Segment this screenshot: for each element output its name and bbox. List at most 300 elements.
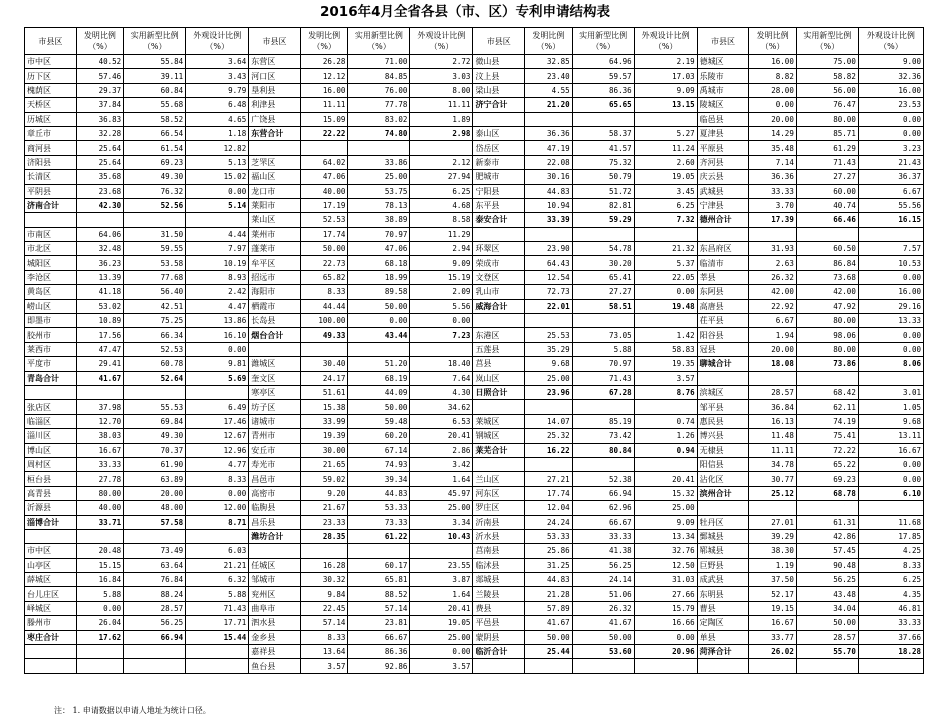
- design-ratio-cell: 1.64: [410, 587, 473, 601]
- invention-ratio-cell: 27.78: [76, 472, 124, 486]
- table-row: [25, 98, 924, 112]
- design-ratio-cell: 10.19: [186, 256, 249, 270]
- design-ratio-cell: 0.00: [858, 342, 923, 356]
- design-ratio-cell: 8.06: [858, 357, 923, 371]
- invention-ratio-cell: 50.00: [525, 630, 573, 644]
- county-name-cell: 临清市: [697, 256, 749, 270]
- invention-ratio-cell: [76, 659, 124, 673]
- utility-ratio-cell: [796, 227, 858, 241]
- design-ratio-cell: 9.09: [410, 256, 473, 270]
- county-name-cell: 莒南县: [473, 544, 525, 558]
- utility-ratio-cell: 66.46: [796, 213, 858, 227]
- invention-ratio-cell: 47.06: [300, 170, 348, 184]
- design-ratio-cell: 12.50: [634, 558, 697, 572]
- invention-ratio-cell: 33.77: [749, 630, 797, 644]
- utility-ratio-cell: 44.83: [348, 486, 410, 500]
- county-name-cell: 台儿庄区: [25, 587, 77, 601]
- utility-ratio-cell: [572, 457, 634, 471]
- utility-ratio-cell: 88.52: [348, 587, 410, 601]
- invention-ratio-cell: 27.21: [525, 472, 573, 486]
- design-ratio-cell: [186, 529, 249, 543]
- utility-ratio-cell: 50.79: [572, 170, 634, 184]
- county-name-cell: 福山区: [249, 170, 301, 184]
- invention-ratio-cell: 37.50: [749, 573, 797, 587]
- county-name-cell: 莒县: [473, 357, 525, 371]
- invention-ratio-cell: 30.00: [300, 443, 348, 457]
- utility-ratio-cell: 61.22: [348, 529, 410, 543]
- design-ratio-cell: 6.32: [186, 573, 249, 587]
- county-name-cell: 东平县: [473, 198, 525, 212]
- utility-ratio-cell: 53.75: [348, 184, 410, 198]
- invention-ratio-cell: 64.43: [525, 256, 573, 270]
- design-ratio-cell: 13.86: [186, 314, 249, 328]
- utility-ratio-cell: 56.25: [796, 573, 858, 587]
- utility-ratio-cell: [124, 385, 186, 399]
- design-ratio-cell: 17.71: [186, 616, 249, 630]
- utility-ratio-cell: 41.38: [572, 544, 634, 558]
- county-name-cell: 罗庄区: [473, 501, 525, 515]
- invention-ratio-cell: 23.68: [76, 184, 124, 198]
- design-ratio-cell: 19.05: [634, 170, 697, 184]
- design-ratio-cell: 36.37: [858, 170, 923, 184]
- county-name-cell: 钢城区: [473, 429, 525, 443]
- county-name-cell: 莱阳市: [249, 198, 301, 212]
- utility-ratio-cell: 70.97: [348, 227, 410, 241]
- invention-ratio-cell: 20.00: [749, 112, 797, 126]
- utility-ratio-cell: 50.00: [572, 630, 634, 644]
- county-name-cell: 市中区: [25, 544, 77, 558]
- design-ratio-cell: 19.35: [634, 357, 697, 371]
- design-ratio-cell: [186, 385, 249, 399]
- design-ratio-cell: 13.33: [858, 314, 923, 328]
- invention-ratio-cell: 32.85: [525, 55, 573, 69]
- table-row: [25, 83, 924, 97]
- design-ratio-cell: 4.65: [186, 112, 249, 126]
- invention-ratio-cell: 39.29: [749, 529, 797, 543]
- county-name-cell: 黄岛区: [25, 285, 77, 299]
- design-ratio-cell: [858, 371, 923, 385]
- invention-ratio-cell: 16.67: [76, 443, 124, 457]
- county-name-cell: 乐陵市: [697, 69, 749, 83]
- invention-ratio-cell: 7.14: [749, 155, 797, 169]
- invention-ratio-cell: 36.36: [749, 170, 797, 184]
- invention-ratio-cell: 10.94: [525, 198, 573, 212]
- county-name-cell: 夏津县: [697, 126, 749, 140]
- utility-ratio-cell: 60.20: [348, 429, 410, 443]
- invention-ratio-cell: 12.04: [525, 501, 573, 515]
- county-name-cell: 张店区: [25, 400, 77, 414]
- design-ratio-cell: 45.97: [410, 486, 473, 500]
- county-name-cell: 定陶区: [697, 616, 749, 630]
- utility-ratio-cell: 65.22: [796, 457, 858, 471]
- county-name-cell: [249, 342, 301, 356]
- invention-ratio-cell: 23.90: [525, 242, 573, 256]
- utility-ratio-cell: 68.78: [796, 486, 858, 500]
- design-ratio-cell: 4.47: [186, 299, 249, 313]
- design-ratio-cell: 5.69: [186, 371, 249, 385]
- invention-ratio-cell: 37.98: [76, 400, 124, 414]
- county-name-cell: 兰陵县: [473, 587, 525, 601]
- invention-ratio-cell: 25.12: [749, 486, 797, 500]
- invention-ratio-cell: 40.00: [76, 501, 124, 515]
- design-ratio-cell: [858, 501, 923, 515]
- utility-ratio-cell: 56.25: [124, 616, 186, 630]
- design-ratio-cell: 32.76: [634, 544, 697, 558]
- invention-ratio-cell: [76, 645, 124, 659]
- county-name-cell: 广饶县: [249, 112, 301, 126]
- invention-ratio-cell: 0.00: [76, 601, 124, 615]
- invention-ratio-cell: 3.70: [749, 198, 797, 212]
- utility-ratio-cell: 66.54: [124, 126, 186, 140]
- invention-ratio-cell: 21.20: [525, 98, 573, 112]
- utility-ratio-cell: 58.37: [572, 126, 634, 140]
- col-header-county: 市县区: [697, 28, 749, 55]
- county-name-cell: 邹城市: [249, 573, 301, 587]
- city-total-cell: 临沂合计: [473, 645, 525, 659]
- design-ratio-cell: 25.00: [410, 501, 473, 515]
- design-ratio-cell: 4.25: [858, 544, 923, 558]
- county-name-cell: 诸城市: [249, 414, 301, 428]
- utility-ratio-cell: 58.52: [124, 112, 186, 126]
- city-total-cell: 泰安合计: [473, 213, 525, 227]
- utility-ratio-cell: 59.48: [348, 414, 410, 428]
- city-total-cell: 烟台合计: [249, 328, 301, 342]
- city-total-cell: 莱芜合计: [473, 443, 525, 457]
- county-name-cell: 昌邑市: [249, 472, 301, 486]
- table-row: [25, 170, 924, 184]
- design-ratio-cell: 1.42: [634, 328, 697, 342]
- design-ratio-cell: 1.18: [186, 126, 249, 140]
- utility-ratio-cell: 60.00: [796, 184, 858, 198]
- invention-ratio-cell: 40.52: [76, 55, 124, 69]
- county-name-cell: 潍城区: [249, 357, 301, 371]
- design-ratio-cell: 25.00: [410, 630, 473, 644]
- county-name-cell: 牡丹区: [697, 515, 749, 529]
- invention-ratio-cell: 17.56: [76, 328, 124, 342]
- utility-ratio-cell: 70.97: [572, 357, 634, 371]
- utility-ratio-cell: 51.72: [572, 184, 634, 198]
- invention-ratio-cell: 52.53: [300, 213, 348, 227]
- design-ratio-cell: 9.09: [634, 83, 697, 97]
- utility-ratio-cell: 84.85: [348, 69, 410, 83]
- table-row: [25, 314, 924, 328]
- design-ratio-cell: 12.67: [186, 429, 249, 443]
- col-header-county: 市县区: [249, 28, 301, 55]
- county-name-cell: 平阴县: [25, 184, 77, 198]
- county-name-cell: 市中区: [25, 55, 77, 69]
- invention-ratio-cell: 10.89: [76, 314, 124, 328]
- design-ratio-cell: 46.81: [858, 601, 923, 615]
- design-ratio-cell: [186, 659, 249, 673]
- design-ratio-cell: 4.44: [186, 227, 249, 241]
- utility-ratio-cell: 57.45: [796, 544, 858, 558]
- county-name-cell: 惠民县: [697, 414, 749, 428]
- design-ratio-cell: 6.67: [858, 184, 923, 198]
- design-ratio-cell: 5.27: [634, 126, 697, 140]
- utility-ratio-cell: [348, 342, 410, 356]
- utility-ratio-cell: 28.57: [124, 601, 186, 615]
- county-name-cell: 昌乐县: [249, 515, 301, 529]
- invention-ratio-cell: 35.68: [76, 170, 124, 184]
- county-name-cell: 郯城县: [473, 573, 525, 587]
- county-name-cell: 河东区: [473, 486, 525, 500]
- design-ratio-cell: 16.67: [858, 443, 923, 457]
- design-ratio-cell: 13.34: [634, 529, 697, 543]
- design-ratio-cell: 3.34: [410, 515, 473, 529]
- county-name-cell: 寒亭区: [249, 385, 301, 399]
- county-name-cell: 肥城市: [473, 170, 525, 184]
- invention-ratio-cell: 41.67: [525, 616, 573, 630]
- design-ratio-cell: 1.26: [634, 429, 697, 443]
- utility-ratio-cell: 53.60: [572, 645, 634, 659]
- invention-ratio-cell: [525, 659, 573, 673]
- design-ratio-cell: 2.09: [410, 285, 473, 299]
- county-name-cell: 历下区: [25, 69, 77, 83]
- county-name-cell: 山亭区: [25, 558, 77, 572]
- table-row: [25, 400, 924, 414]
- county-name-cell: 海阳市: [249, 285, 301, 299]
- utility-ratio-cell: 86.36: [348, 645, 410, 659]
- table-row: [25, 515, 924, 529]
- invention-ratio-cell: 5.88: [76, 587, 124, 601]
- design-ratio-cell: 22.05: [634, 270, 697, 284]
- utility-ratio-cell: 85.19: [572, 414, 634, 428]
- invention-ratio-cell: [749, 659, 797, 673]
- design-ratio-cell: 0.00: [186, 184, 249, 198]
- utility-ratio-cell: 69.84: [124, 414, 186, 428]
- utility-ratio-cell: 60.50: [796, 242, 858, 256]
- table-row: [25, 126, 924, 140]
- invention-ratio-cell: 44.83: [525, 573, 573, 587]
- county-name-cell: 东阿县: [697, 285, 749, 299]
- invention-ratio-cell: 25.00: [525, 371, 573, 385]
- utility-ratio-cell: 58.51: [572, 299, 634, 313]
- utility-ratio-cell: 53.58: [124, 256, 186, 270]
- utility-ratio-cell: 77.78: [348, 98, 410, 112]
- utility-ratio-cell: 60.17: [348, 558, 410, 572]
- invention-ratio-cell: 16.84: [76, 573, 124, 587]
- utility-ratio-cell: 73.68: [796, 270, 858, 284]
- city-total-cell: 威海合计: [473, 299, 525, 313]
- utility-ratio-cell: [572, 400, 634, 414]
- utility-ratio-cell: 0.00: [348, 314, 410, 328]
- utility-ratio-cell: 33.86: [348, 155, 410, 169]
- col-header-utility: 实用新型比例 （%）: [796, 28, 858, 55]
- utility-ratio-cell: 56.40: [124, 285, 186, 299]
- design-ratio-cell: 8.76: [634, 385, 697, 399]
- utility-ratio-cell: 71.00: [348, 55, 410, 69]
- county-name-cell: 芝罘区: [249, 155, 301, 169]
- utility-ratio-cell: 65.81: [348, 573, 410, 587]
- invention-ratio-cell: 72.73: [525, 285, 573, 299]
- utility-ratio-cell: 80.00: [796, 112, 858, 126]
- county-name-cell: 嘉祥县: [249, 645, 301, 659]
- invention-ratio-cell: 11.11: [300, 98, 348, 112]
- invention-ratio-cell: 22.73: [300, 256, 348, 270]
- utility-ratio-cell: [124, 659, 186, 673]
- design-ratio-cell: 33.33: [858, 616, 923, 630]
- invention-ratio-cell: 22.45: [300, 601, 348, 615]
- utility-ratio-cell: [796, 501, 858, 515]
- county-name-cell: 龙口市: [249, 184, 301, 198]
- utility-ratio-cell: 23.81: [348, 616, 410, 630]
- invention-ratio-cell: 8.82: [749, 69, 797, 83]
- utility-ratio-cell: 55.53: [124, 400, 186, 414]
- utility-ratio-cell: 60.84: [124, 83, 186, 97]
- county-name-cell: 市南区: [25, 227, 77, 241]
- county-name-cell: [697, 371, 749, 385]
- city-total-cell: 济宁合计: [473, 98, 525, 112]
- county-name-cell: [697, 501, 749, 515]
- utility-ratio-cell: 39.11: [124, 69, 186, 83]
- invention-ratio-cell: 41.67: [76, 371, 124, 385]
- design-ratio-cell: 11.29: [410, 227, 473, 241]
- county-name-cell: 鄄城县: [697, 529, 749, 543]
- invention-ratio-cell: 19.39: [300, 429, 348, 443]
- invention-ratio-cell: 26.04: [76, 616, 124, 630]
- invention-ratio-cell: 38.03: [76, 429, 124, 443]
- invention-ratio-cell: [76, 385, 124, 399]
- county-name-cell: 周村区: [25, 457, 77, 471]
- invention-ratio-cell: [749, 371, 797, 385]
- invention-ratio-cell: 24.17: [300, 371, 348, 385]
- invention-ratio-cell: 36.84: [749, 400, 797, 414]
- design-ratio-cell: 37.66: [858, 630, 923, 644]
- invention-ratio-cell: 8.33: [300, 285, 348, 299]
- invention-ratio-cell: 3.57: [300, 659, 348, 673]
- design-ratio-cell: 2.98: [410, 126, 473, 140]
- invention-ratio-cell: 16.28: [300, 558, 348, 572]
- invention-ratio-cell: 19.15: [749, 601, 797, 615]
- utility-ratio-cell: 56.25: [572, 558, 634, 572]
- design-ratio-cell: 8.71: [186, 515, 249, 529]
- county-name-cell: 莱山区: [249, 213, 301, 227]
- invention-ratio-cell: 22.08: [525, 155, 573, 169]
- county-name-cell: 郓城县: [697, 544, 749, 558]
- utility-ratio-cell: 65.65: [572, 98, 634, 112]
- county-name-cell: 天桥区: [25, 98, 77, 112]
- design-ratio-cell: 6.25: [634, 198, 697, 212]
- utility-ratio-cell: 56.00: [796, 83, 858, 97]
- county-name-cell: 茌平县: [697, 314, 749, 328]
- county-name-cell: 梁山县: [473, 83, 525, 97]
- design-ratio-cell: 32.36: [858, 69, 923, 83]
- design-ratio-cell: 27.66: [634, 587, 697, 601]
- utility-ratio-cell: 55.84: [124, 55, 186, 69]
- utility-ratio-cell: 64.96: [572, 55, 634, 69]
- design-ratio-cell: 10.43: [410, 529, 473, 543]
- county-name-cell: 冠县: [697, 342, 749, 356]
- design-ratio-cell: [634, 659, 697, 673]
- design-ratio-cell: 16.00: [858, 83, 923, 97]
- design-ratio-cell: 0.00: [410, 314, 473, 328]
- invention-ratio-cell: 47.47: [76, 342, 124, 356]
- utility-ratio-cell: 74.80: [348, 126, 410, 140]
- county-name-cell: [473, 659, 525, 673]
- county-name-cell: 平邑县: [473, 616, 525, 630]
- invention-ratio-cell: 17.19: [300, 198, 348, 212]
- county-name-cell: 商河县: [25, 141, 77, 155]
- utility-ratio-cell: 24.14: [572, 573, 634, 587]
- utility-ratio-cell: 75.00: [796, 55, 858, 69]
- invention-ratio-cell: 13.64: [300, 645, 348, 659]
- design-ratio-cell: 19.05: [410, 616, 473, 630]
- county-name-cell: 青州市: [249, 429, 301, 443]
- table-row: [25, 587, 924, 601]
- design-ratio-cell: 15.79: [634, 601, 697, 615]
- table-row: [25, 529, 924, 543]
- design-ratio-cell: 17.85: [858, 529, 923, 543]
- table-row: [25, 544, 924, 558]
- utility-ratio-cell: 31.50: [124, 227, 186, 241]
- invention-ratio-cell: 17.74: [300, 227, 348, 241]
- invention-ratio-cell: 16.13: [749, 414, 797, 428]
- design-ratio-cell: 5.14: [186, 198, 249, 212]
- invention-ratio-cell: 41.18: [76, 285, 124, 299]
- invention-ratio-cell: 23.96: [525, 385, 573, 399]
- invention-ratio-cell: 6.67: [749, 314, 797, 328]
- utility-ratio-cell: [572, 227, 634, 241]
- county-name-cell: 东昌府区: [697, 242, 749, 256]
- utility-ratio-cell: 61.29: [796, 141, 858, 155]
- invention-ratio-cell: 28.35: [300, 529, 348, 543]
- table-row: [25, 299, 924, 313]
- invention-ratio-cell: 25.53: [525, 328, 573, 342]
- invention-ratio-cell: 42.00: [749, 285, 797, 299]
- design-ratio-cell: [634, 112, 697, 126]
- utility-ratio-cell: 5.88: [572, 342, 634, 356]
- county-name-cell: [473, 400, 525, 414]
- invention-ratio-cell: 28.57: [749, 385, 797, 399]
- invention-ratio-cell: 33.33: [76, 457, 124, 471]
- county-name-cell: 薛城区: [25, 573, 77, 587]
- utility-ratio-cell: [572, 659, 634, 673]
- county-name-cell: 齐河县: [697, 155, 749, 169]
- invention-ratio-cell: 17.62: [76, 630, 124, 644]
- utility-ratio-cell: 67.28: [572, 385, 634, 399]
- utility-ratio-cell: 55.70: [796, 645, 858, 659]
- county-name-cell: 即墨市: [25, 314, 77, 328]
- utility-ratio-cell: 72.22: [796, 443, 858, 457]
- invention-ratio-cell: 44.83: [525, 184, 573, 198]
- county-name-cell: [249, 141, 301, 155]
- design-ratio-cell: 6.48: [186, 98, 249, 112]
- invention-ratio-cell: 21.67: [300, 501, 348, 515]
- county-name-cell: 垦利县: [249, 83, 301, 97]
- county-name-cell: [25, 645, 77, 659]
- utility-ratio-cell: 74.93: [348, 457, 410, 471]
- utility-ratio-cell: 67.14: [348, 443, 410, 457]
- page-title: 2016年4月全省各县（市、区）专利申请结构表: [320, 4, 610, 20]
- utility-ratio-cell: 28.57: [796, 630, 858, 644]
- invention-ratio-cell: 9.20: [300, 486, 348, 500]
- utility-ratio-cell: 69.23: [124, 155, 186, 169]
- design-ratio-cell: 11.11: [410, 98, 473, 112]
- utility-ratio-cell: 57.14: [348, 601, 410, 615]
- table-row: [25, 457, 924, 471]
- invention-ratio-cell: 31.93: [749, 242, 797, 256]
- design-ratio-cell: 0.00: [634, 285, 697, 299]
- invention-ratio-cell: 12.12: [300, 69, 348, 83]
- county-name-cell: 奎文区: [249, 371, 301, 385]
- invention-ratio-cell: [300, 342, 348, 356]
- table-header-row: [25, 28, 924, 55]
- utility-ratio-cell: 20.00: [124, 486, 186, 500]
- county-name-cell: 新泰市: [473, 155, 525, 169]
- design-ratio-cell: 23.53: [858, 98, 923, 112]
- design-ratio-cell: 0.00: [858, 328, 923, 342]
- col-header-invention: 发明比例 （%）: [749, 28, 797, 55]
